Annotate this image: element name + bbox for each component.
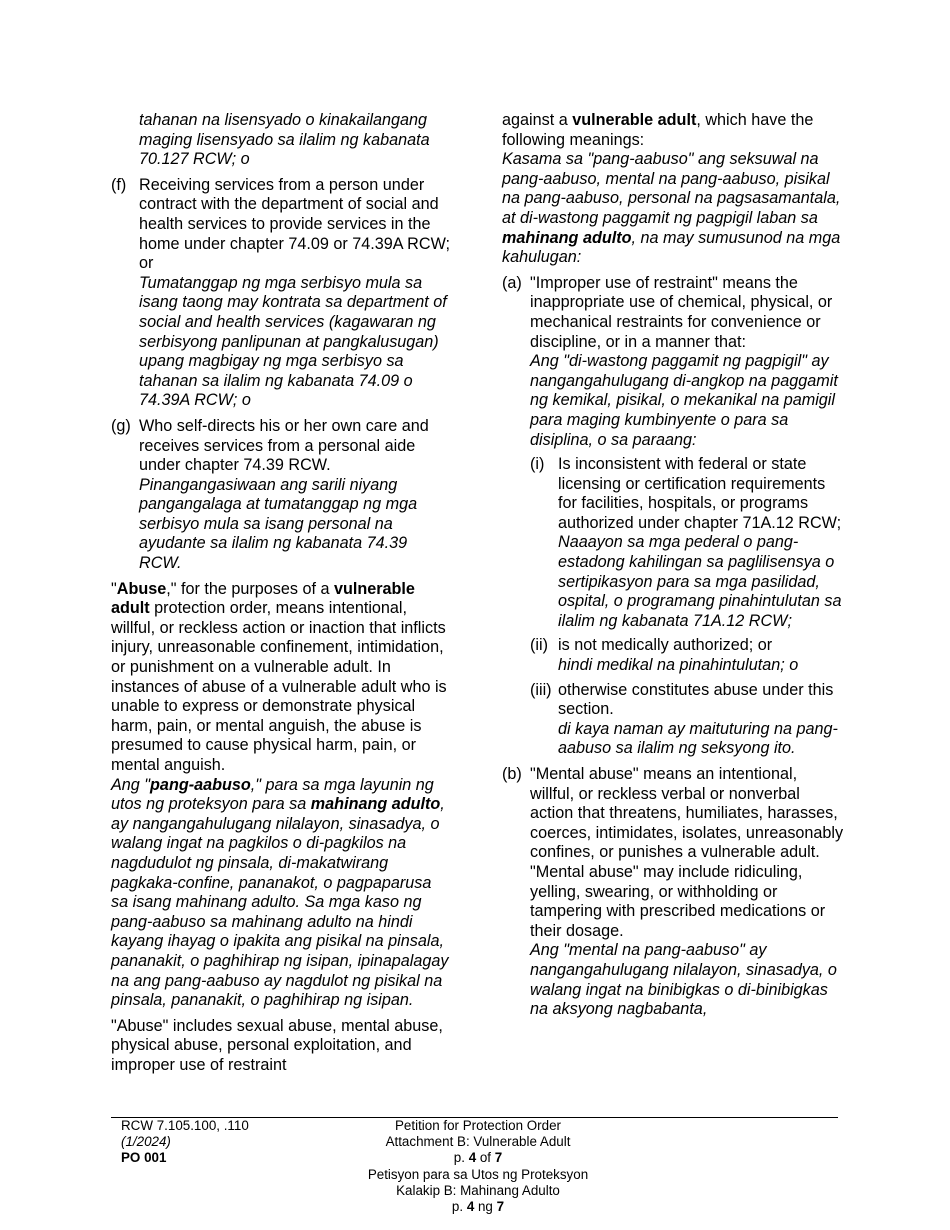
page-number-tl: p. 4 ng 7 [451,1199,505,1215]
mahinang-adulto-term: mahinang adulto [310,795,441,814]
english-text: Is inconsistent with federal or state licensing or certification requirements for facilities, hospitals, or programs authorized under chapter 71A.12 RCW; [558,455,842,532]
text-line: maging lisensyado sa ilalim ng kabanata [139,130,430,149]
vulnerable-adult-term: vulnerable adult [111,579,415,618]
tagalog-text: Naaayon sa mga pederal o pang-estadong kahilingan sa paglilisensya o sertipikasyon para sa mga pasilidad, ospital, o programang pinahintulutan sa ilalim ng kabanata 71A.12 RCW; [558,533,842,630]
item-label: (g) [111,416,131,435]
tagalog-text: hindi medikal na pinahintulutan; o [558,656,799,675]
sub-item-iii [530,681,844,759]
item-label: (b) [502,765,522,783]
footer-left [121,1118,249,1167]
text-line: 70.127 RCW; o [139,150,250,169]
page-number-en: p. 4 of 7 [453,1150,503,1166]
footer-center [300,1118,656,1215]
right-column [502,111,844,1020]
item-label: (iii) [530,680,552,699]
form-number: PO 001 [121,1150,167,1166]
sub-item-ii [530,636,844,675]
text-line: tahanan na lisensyado o kinakailangang [139,111,427,129]
tagalog-text: di kaya naman ay maituturing na pang-aabuso sa ilalim ng seksyong ito. [558,719,838,758]
abuse-includes-continuation [502,111,844,268]
pang-aabuso-term: pang-aabuso [150,775,251,794]
form-date: (1/2024) [121,1134,171,1150]
attachment-title-tl: Kalakip B: Mahinang Adulto [396,1182,560,1198]
english-text: "Mental abuse" means an intentional, willful, or reckless verbal or nonverbal action that threatens, humiliates, harasses, coerces, intimidates, isolates, unreasonably confines, or punishes a vulnerable adult. "Mental abuse" may include ridiculing, yelling, swearing, or withholding or tampering with prescribed medications or their dosage. [530,765,844,940]
item-label: (f) [111,175,127,194]
attachment-title-en: Attachment B: Vulnerable Adult [385,1134,571,1150]
english-text: against a vulnerable adult, which have the following meanings: [502,111,814,149]
item-b [502,765,844,1020]
item-a [502,274,844,759]
item-label: (a) [502,273,522,292]
item-e-continuation [111,111,451,170]
english-text: is not medically authorized; or [558,636,773,655]
english-text: "Abuse," for the purposes of a vulnerable adult protection order, means intentional, willful, or reckless action or inaction that inflicts injury, unreasonable confinement, intimidation, or punishment on a vulnerable adult. In instances of abuse of a vulnerable adult who is unable to express or demonstrate physical harm, pain, or mental anguish, the abuse is presumed to cause physical harm, pain, or mental anguish. [111,579,447,774]
tagalog-text: Ang "mental na pang-aabuso" ay nangangahulugang nilalayon, sinasadya, o walang ingat na binibigkas o di-binibigkas na aksyong nagbabanta, [530,941,837,1019]
form-title-en: Petition for Protection Order [395,1118,561,1133]
tagalog-text: Pinangangasiwaan ang sarili niyang pangangalaga at tumatanggap ng mga serbisyo mula sa isang personal na ayudante sa ilalim ng kabanata 74.39 RCW. [139,475,418,573]
rcw-citation: RCW 7.105.100, .110 [121,1118,249,1133]
tagalog-text: Kasama sa "pang-aabuso" ang seksuwal na pang-aabuso, mental na pang-aabuso, pisikal na pang-aabuso, personal na pagsasamantala, at di-wastong paggamit ng pagpigil laban sa mahinang adulto, na may sumusunod na mga kahulugan: [502,150,841,267]
vulnerable-adult-term: vulnerable adult [572,111,697,129]
tagalog-text: Tumatanggap ng mga serbisyo mula sa isang taong may kontrata sa department of social and health services (kagawaran ng serbisyong panlipunan at pangkalusugan) upang magbigay ng mga serbisyo sa tahanan sa ilalim ng kabanata 74.09 o 74.39A RCW; o [139,273,447,410]
item-label: (ii) [530,636,548,655]
item-g [111,417,451,574]
left-column [111,111,451,1076]
abuse-definition [111,580,451,1011]
tagalog-text: Ang "di-wastong paggamit ng pagpigil" ay nangangahulugang di-angkop na paggamit ng kemikal, pisikal, o mekanikal na pamigil para maging kumbinyente o para sa disiplina, o sa paraang: [530,352,838,449]
abuse-term: Abuse [116,579,167,598]
english-text: Who self-directs his or her own care and receives services from a personal aide under chapter 74.39 RCW. [139,416,429,475]
english-text: Receiving services from a person under contract with the department of social and health services to provide services in the home under chapter 74.09 or 74.39A RCW; or [139,175,451,273]
item-f [111,176,451,411]
tagalog-text: Ang "pang-aabuso," para sa mga layunin ng utos ng proteksyon para sa mahinang adulto, ay nangangahulugang nilalayon, sinasadya, o walang ingat na pagkilos o di-pagkilos na nagdudulot ng pinsala, di-makatwirang pagkaka-confine, pananakot, o pagpaparusa sa isang mahinang adulto. Sa mga kaso ng pang-aabuso sa mahinang adulto na hindi kayang ihayag o ipakita ang pisikal na pinsala, pananakit, o paghihirap ng isipan, ipinapalagay na ang pang-aabuso ay nagdulot ng pisikal na pinsala, pananakit, o paghihirap ng isipan. [111,775,449,1010]
sub-item-i [530,455,844,631]
mahinang-adulto-term: mahinang adulto [502,228,632,247]
english-text: otherwise constitutes abuse under this section. [558,680,834,719]
form-title-tl: Petisyon para sa Utos ng Proteksyon [367,1166,589,1182]
abuse-includes-text: "Abuse" includes sexual abuse, mental abuse, physical abuse, personal exploitation, and improper use of restraint [111,1016,443,1074]
english-text: "Improper use of restraint" means the inappropriate use of chemical, physical, or mechanical restraints for convenience or discipline, or in a manner that: [530,273,833,351]
item-label: (i) [530,455,545,474]
